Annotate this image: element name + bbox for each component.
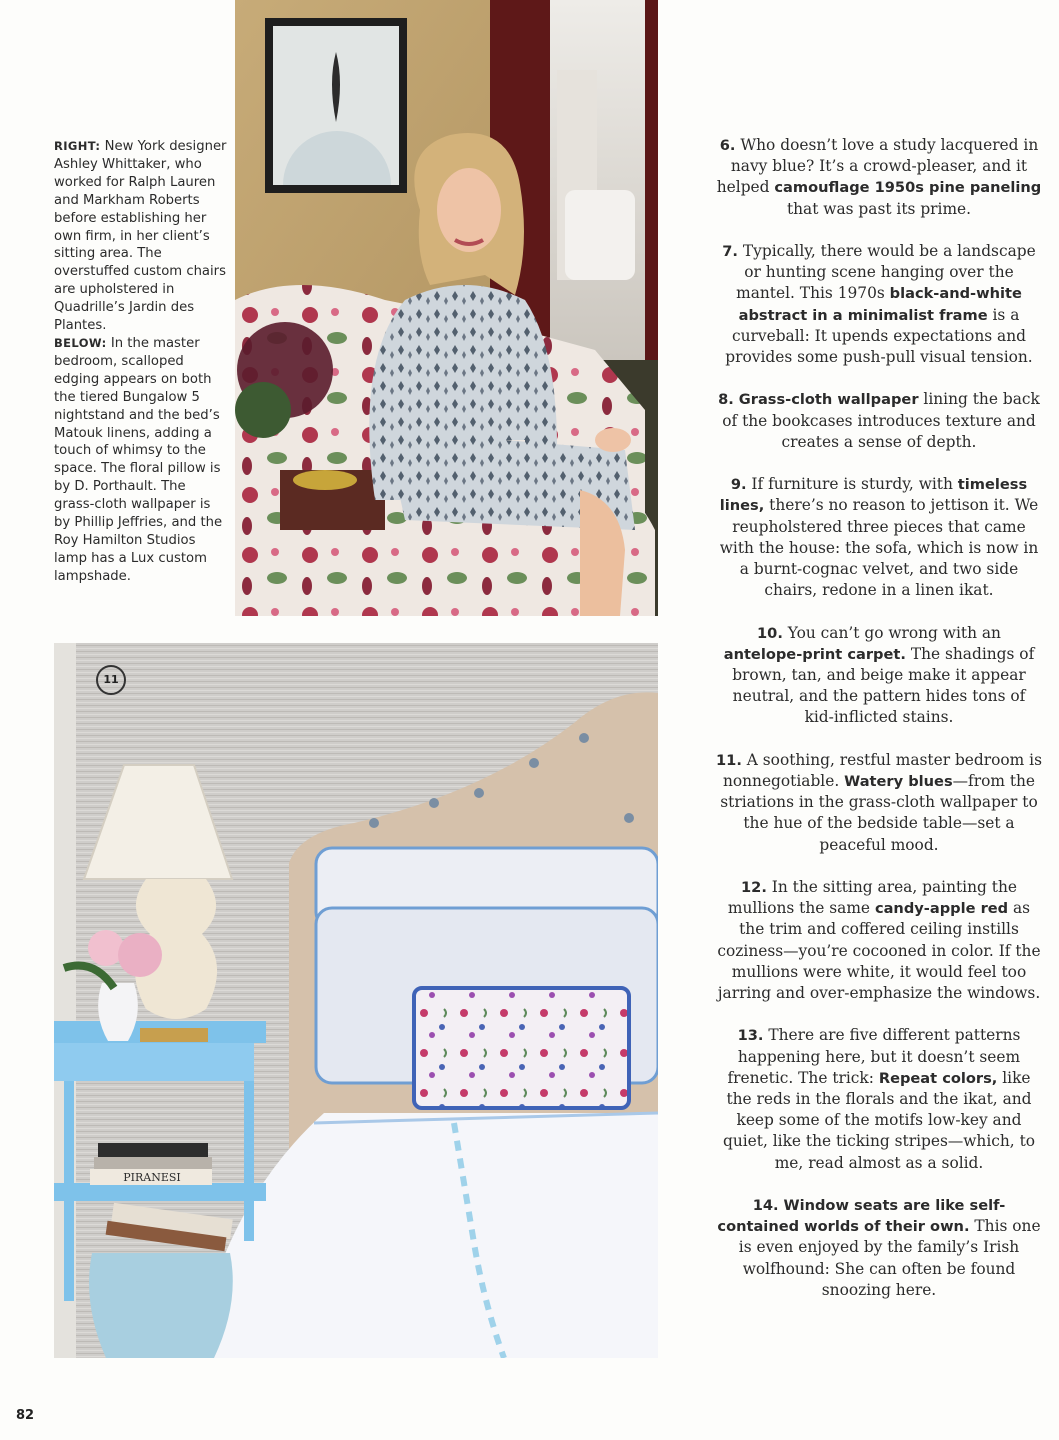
designer-portrait-photo	[235, 0, 658, 616]
caption-below-tag: BELOW:	[54, 335, 107, 350]
tip-number: 9.	[730, 476, 747, 494]
caption-below-text: In the master bedroom, scalloped edging appears on both the tiered Bungalow 5 nightstand and the bed’s Matouk linens, adding a touch of whimsy to the space. The floral pillow is by D. Porthault. The grass-cloth wallpaper is by Phillip Jeffries, and the Roy Hamilton Studios lamp has a Lux custom lampshade.	[54, 335, 223, 584]
tip-text: as the trim and coffered ceiling instills coziness—you’re cocooned in color. If the mullions were white, it would feel too jarring and over-emphasize the windows.	[717, 899, 1041, 1003]
caption-below	[54, 335, 230, 586]
tip-text: like the reds in the florals and the ikat, and keep some of the motifs low-key and quiet, like the ticking stripes—which, to me, read almost as a solid.	[722, 1068, 1036, 1172]
tip-text: The shadings of brown, tan, and beige make it appear neutral, and the pattern hides tons of kid-inflicted stains.	[732, 644, 1035, 727]
tip-item	[716, 1195, 1042, 1301]
tip-text: A soothing, restful master bedroom is nonnegotiable.	[722, 750, 1042, 791]
tip-highlight: camouflage 1950s pine paneling	[774, 179, 1042, 197]
tip-text: Who doesn’t love a study lacquered in navy blue? It’s a crowd-pleaser, and it helped	[716, 136, 1039, 197]
tip-item	[716, 135, 1042, 220]
tip-text: This one is even enjoyed by the family’s Irish wolfhound: She can often be found snoozing here.	[738, 1217, 1041, 1299]
tip-item	[716, 389, 1042, 453]
tip-text: —from the striations in the grass-cloth wallpaper to the hue of the bedside table—set a peaceful mood.	[720, 772, 1038, 854]
tip-number: 6.	[719, 137, 736, 154]
caption-right-tag: RIGHT:	[54, 139, 101, 153]
master-bedroom-photo	[54, 643, 658, 1358]
tip-text: Typically, there would be a landscape or hunting scene hanging over the mantel. This 1970s	[736, 242, 1036, 303]
tip-highlight: Watery blues	[844, 773, 953, 791]
tip-number: 12.	[741, 879, 767, 897]
tip-highlight: candy-apple red	[874, 900, 1009, 918]
tip-item	[716, 877, 1042, 1004]
tip-text: There are five different patterns happening here, but it doesn’t seem frenetic. The trick:	[727, 1026, 1021, 1087]
tips-column	[716, 135, 1042, 1322]
tip-text: In the sitting area, painting the mullions the same	[727, 878, 1017, 918]
tip-highlight: antelope-print carpet.	[723, 645, 906, 663]
tip-text: If furniture is sturdy, with	[746, 475, 958, 494]
photo-caption	[54, 138, 230, 586]
tip-highlight: Repeat colors,	[878, 1069, 998, 1087]
caption-right	[54, 138, 230, 335]
tip-text: lining the back of the bookcases introduces texture and creates a sense of depth.	[722, 390, 1040, 451]
tip-text: You can’t go wrong with an	[782, 623, 1001, 642]
tip-highlight: Grass-cloth wallpaper	[738, 391, 919, 409]
tip-number: 13.	[737, 1027, 764, 1045]
tip-item	[716, 623, 1042, 729]
tip-item	[716, 750, 1042, 856]
tip-text: that was past its prime.	[786, 199, 972, 218]
photo-number-badge: 11	[96, 665, 126, 695]
tip-item	[716, 1025, 1042, 1173]
tip-text: is a curveball: It upends expectations and provides some push-pull visual tension.	[725, 305, 1033, 367]
tip-number: 10.	[757, 624, 783, 642]
page-number: 82	[16, 1408, 35, 1423]
book-spine-title: PIRANESI	[123, 1171, 181, 1184]
tip-number: 7.	[722, 243, 738, 260]
tip-highlight: Window seats are like self-contained worlds of their own.	[717, 1197, 1006, 1236]
tip-number: 8.	[718, 391, 734, 409]
tip-highlight: timeless lines,	[719, 476, 1028, 515]
caption-right-text: New York designer Ashley Whittaker, who worked for Ralph Lauren and Markham Roberts before establishing her own firm, in her client’s sitting area. The overstuffed custom chairs are upholstered in Quadrille’s Jardin des Plantes.	[54, 139, 227, 334]
tip-text: there’s no reason to jettison it. We reupholstered three pieces that came with the house: the sofa, which is now in a burnt-cognac velvet, and two side chairs, redone in a linen ikat.	[719, 496, 1039, 600]
tip-number: 14.	[752, 1197, 779, 1215]
tip-highlight: black-and-white abstract in a minimalist frame	[738, 285, 1022, 324]
tip-number: 11.	[716, 751, 742, 769]
tip-item	[716, 241, 1042, 368]
tip-item	[716, 474, 1042, 601]
